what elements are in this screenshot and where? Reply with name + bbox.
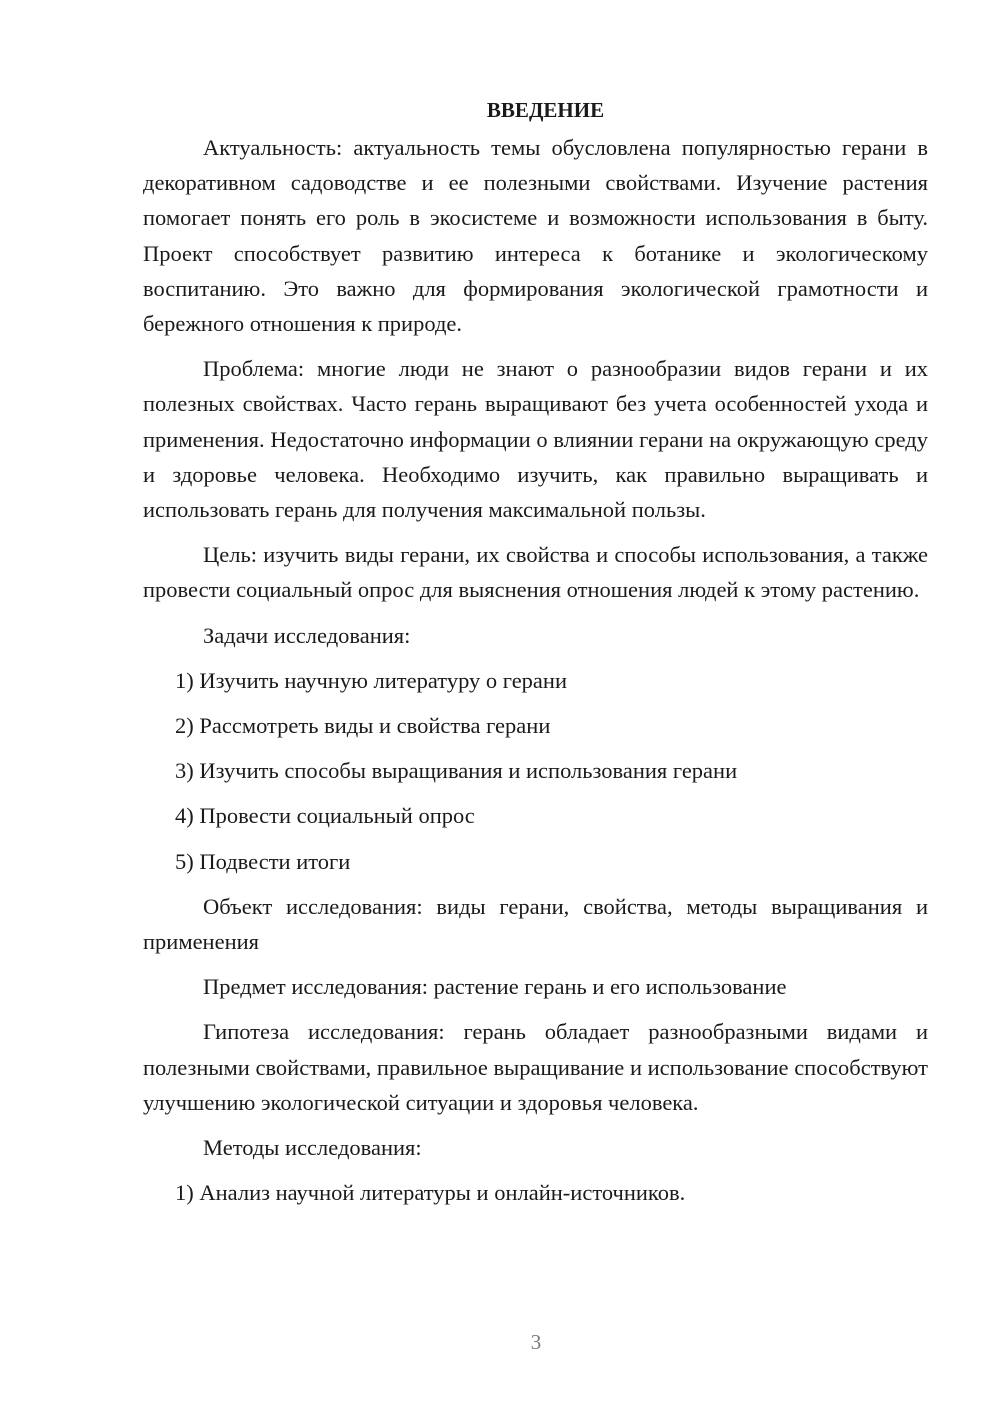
tasks-list bbox=[143, 663, 928, 879]
tasks-heading: Задачи исследования: bbox=[203, 622, 411, 648]
problem-paragraph: Проблема: многие люди не знают о разнообразии видов герани и их полезных свойствах. Часто герань выращивают без учета особенностей ухода и применения. Недостаточно информации о влиянии герани на окружающую среду и здоровье человека. Необходимо изучить, как правильно выращивать и использовать герань для получения максимальной пользы. bbox=[143, 356, 928, 523]
document-page bbox=[143, 93, 928, 1220]
hypothesis-paragraph: Гипотеза исследования: герань обладает разнообразными видами и полезными свойствами, правильное выращивание и использование способствуют улучшению экологической ситуации и здоровья человека. bbox=[143, 1019, 928, 1115]
list-item: 1) Анализ научной литературы и онлайн-источников. bbox=[175, 1180, 686, 1206]
object-paragraph: Объект исследования: виды герани, свойства, методы выращивания и применения bbox=[143, 893, 928, 955]
methods-list bbox=[143, 1175, 928, 1210]
list-item: 2) Рассмотреть виды и свойства герани bbox=[175, 713, 551, 739]
goal-paragraph: Цель: изучить виды герани, их свойства и способы использования, а также провести социальный опрос для выяснения отношения людей к этому растению. bbox=[143, 542, 928, 603]
methods-heading: Методы исследования: bbox=[203, 1135, 422, 1161]
page-number: 3 bbox=[530, 1330, 542, 1354]
subject-paragraph: Предмет исследования: растение герань и его использование bbox=[203, 974, 787, 1000]
section-heading: ВВЕДЕНИЕ bbox=[486, 98, 605, 122]
relevance-paragraph: Актуальность: актуальность темы обусловлена популярностью герани в декоративном садоводстве и ее полезными свойствами. Изучение растения помогает понять его роль в экосистеме и возможности использования в быту. Проект способствует развитию интереса к ботанике и экологическому воспитанию. Это важно для формирования экологической грамотности и бережного отношения к природе. bbox=[143, 135, 928, 337]
list-item: 5) Подвести итоги bbox=[175, 848, 351, 874]
list-item: 3) Изучить способы выращивания и использования герани bbox=[175, 758, 738, 784]
list-item: 1) Изучить научную литературу о герани bbox=[175, 667, 568, 693]
list-item: 4) Провести социальный опрос bbox=[175, 803, 475, 829]
